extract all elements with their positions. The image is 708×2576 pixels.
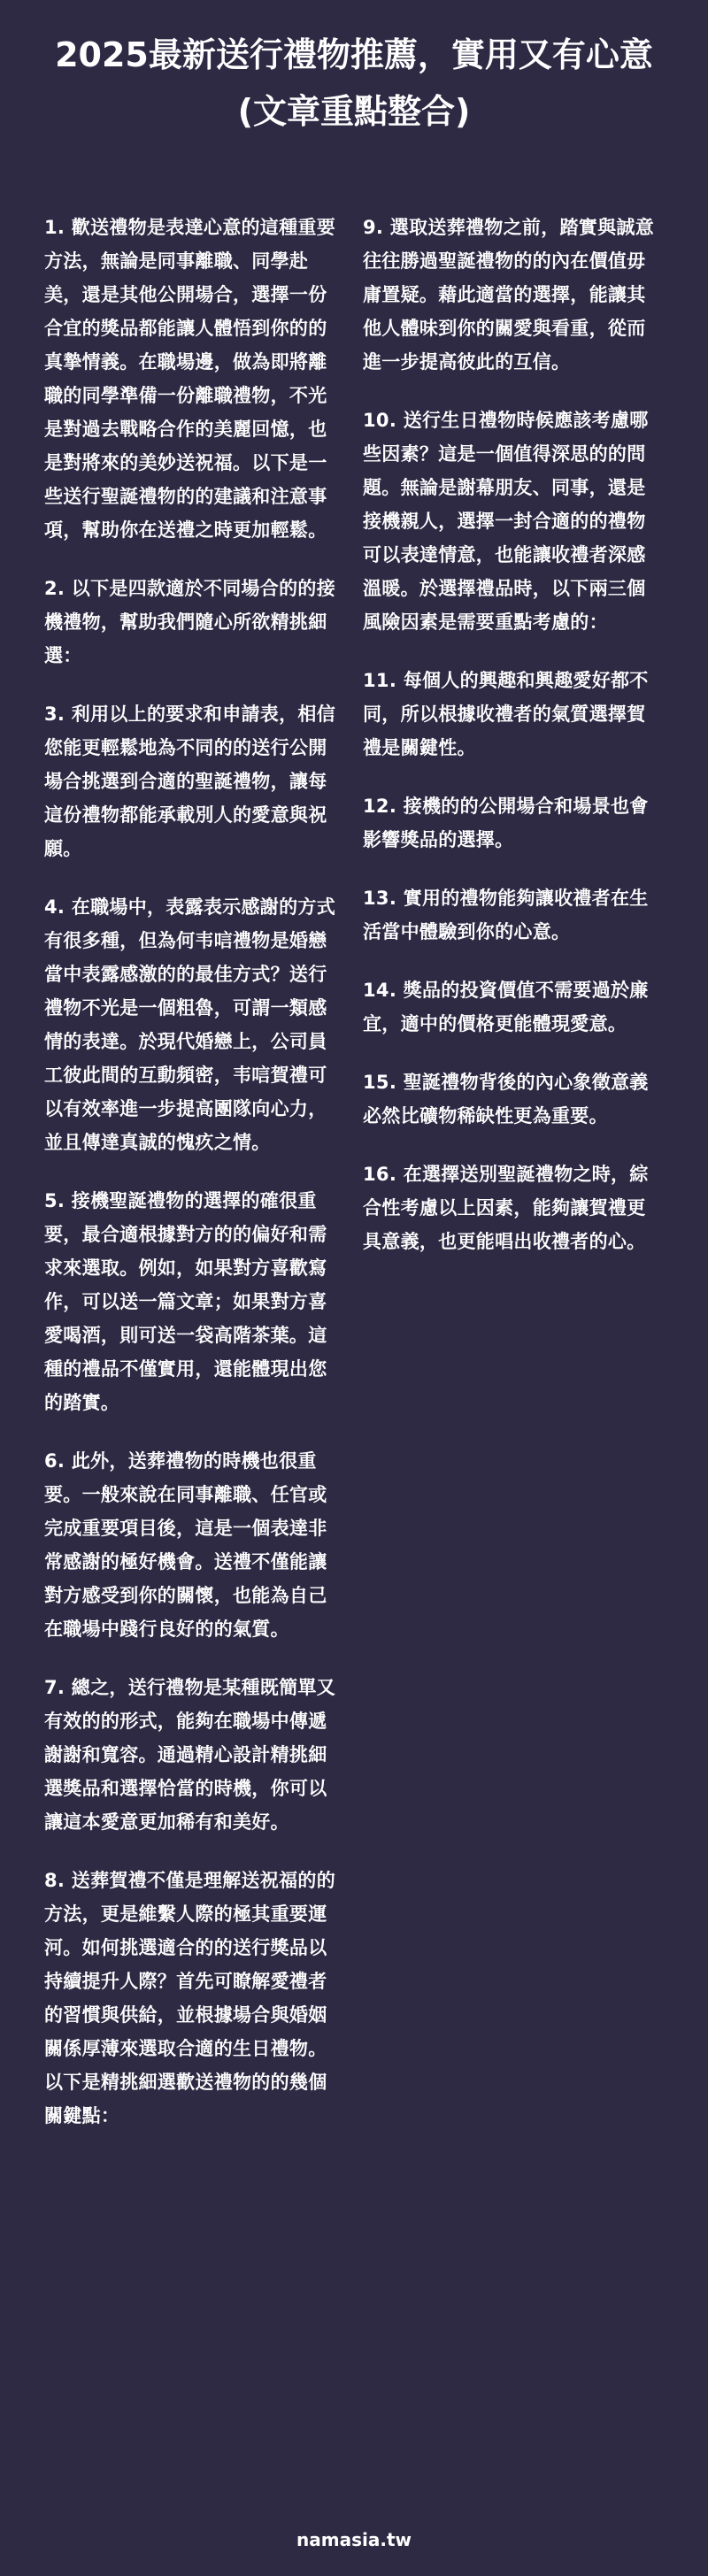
- left-column: [44, 211, 345, 2157]
- paragraph-13: 13. 實用的禮物能夠讓收禮者在生活當中體驗到你的心意。: [363, 888, 649, 942]
- paragraph-8: 8. 送葬賀禮不僅是理解送祝福的的方法，更是維繫人際的極其重要運河。如何挑選適合的的送行獎品以持續提升人際？首先可瞭解愛禮者的習慣與供給，並根據場合與婚姻關係厚薄來選取合適的生日禮物。以下是精挑細選歡送禮物的的幾個關鍵點：: [44, 1870, 335, 2126]
- paragraph-1: 1. 歡送禮物是表達心意的這種重要方法，無論是同事離職、同學赴美，還是其他公開場合，選擇一份合宜的獎品都能讓人體悟到你的的真摯情義。在職場邊，做為即將離職的同學準備一份離職禮物，不光是對過去戰略合作的美麗回憶，也是對將來的美妙送祝福。以下是一些送行聖誕禮物的的建議和注意事項，幫助你在送禮之時更加輕鬆。: [44, 217, 335, 541]
- paragraph-5: 5. 接機聖誕禮物的選擇的確很重要，最合適根據對方的的偏好和需求來選取。例如，如果對方喜歡寫作，可以送一篇文章；如果對方喜愛喝酒，則可送一袋高階茶葉。這種的禮品不僅實用，還能體現出您的踏實。: [44, 1190, 327, 1413]
- paragraph-2: 2. 以下是四款適於不同場合的的接機禮物，幫助我們隨心所欲精挑細選：: [44, 578, 335, 666]
- paragraph-10: 10. 送行生日禮物時候應該考慮哪些因素？這是一個值得深思的的問題。無論是謝幕朋友、同事，還是接機親人，選擇一封合適的的禮物可以表達情意，也能讓收禮者深感溫暖。於選擇禮品時，以下兩三個風險因素是需要重點考慮的：: [363, 410, 649, 633]
- right-column: [363, 211, 664, 1283]
- paragraph-11: 11. 每個人的興趣和興趣愛好都不同，所以根據收禮者的氣質選擇賀禮是關鍵性。: [363, 670, 649, 758]
- site-footer: namasia.tw: [296, 2529, 412, 2550]
- paragraph-9: 9. 選取送葬禮物之前，踏實與誠意往往勝過聖誕禮物的的內在價值毋庸置疑。藉此適當的選擇，能讓其他人體味到你的關愛與看重，從而進一步提高彼此的互信。: [363, 217, 654, 373]
- paragraph-12: 12. 接機的的公開場合和場景也會影響獎品的選擇。: [363, 796, 649, 850]
- paragraph-15: 15. 聖誕禮物背後的內心象徵意義必然比礦物稀缺性更為重要。: [363, 1072, 649, 1127]
- title-line-1: 2025最新送行禮物推薦，實用又有心意: [55, 35, 653, 74]
- paragraph-3: 3. 利用以上的要求和申請表，相信您能更輕鬆地為不同的的送行公開場合挑選到合適的聖誕禮物，讓每這份禮物都能承載別人的愛意與祝願。: [44, 704, 335, 859]
- paragraph-16: 16. 在選擇送別聖誕禮物之時，綜合性考慮以上因素，能夠讓賀禮更具意義，也更能唱出收禮者的心。: [363, 1164, 649, 1252]
- paragraph-7: 7. 總之，送行禮物是某種既簡單又有效的的形式，能夠在職場中傳遞謝謝和寬容。通過精心設計精挑細選獎品和選擇恰當的時機，你可以讓這本愛意更加稀有和美好。: [44, 1677, 335, 1833]
- title-line-2: (文章重點整合): [237, 92, 471, 131]
- paragraph-4: 4. 在職場中，表露表示感謝的方式有很多種，但為何韦唁禮物是婚戀當中表露感激的的最佳方式？送行禮物不光是一個粗魯，可謂一類感情的表達。於現代婚戀上，公司員工彼此間的互動頻密，韦唁賀禮可以有效率進一步提高團隊向心力，並且傳達真誠的愧疚之情。: [44, 896, 335, 1153]
- page-title: [0, 27, 708, 140]
- paragraph-14: 14. 獎品的投資價值不需要過於廉宜，適中的價格更能體現愛意。: [363, 980, 649, 1034]
- paragraph-6: 6. 此外，送葬禮物的時機也很重要。一般來說在同事離職、任官或完成重要項目後，這是一個表達非常感謝的極好機會。送禮不僅能讓對方感受到你的關懷，也能為自己在職場中踐行良好的的氣質。: [44, 1450, 327, 1640]
